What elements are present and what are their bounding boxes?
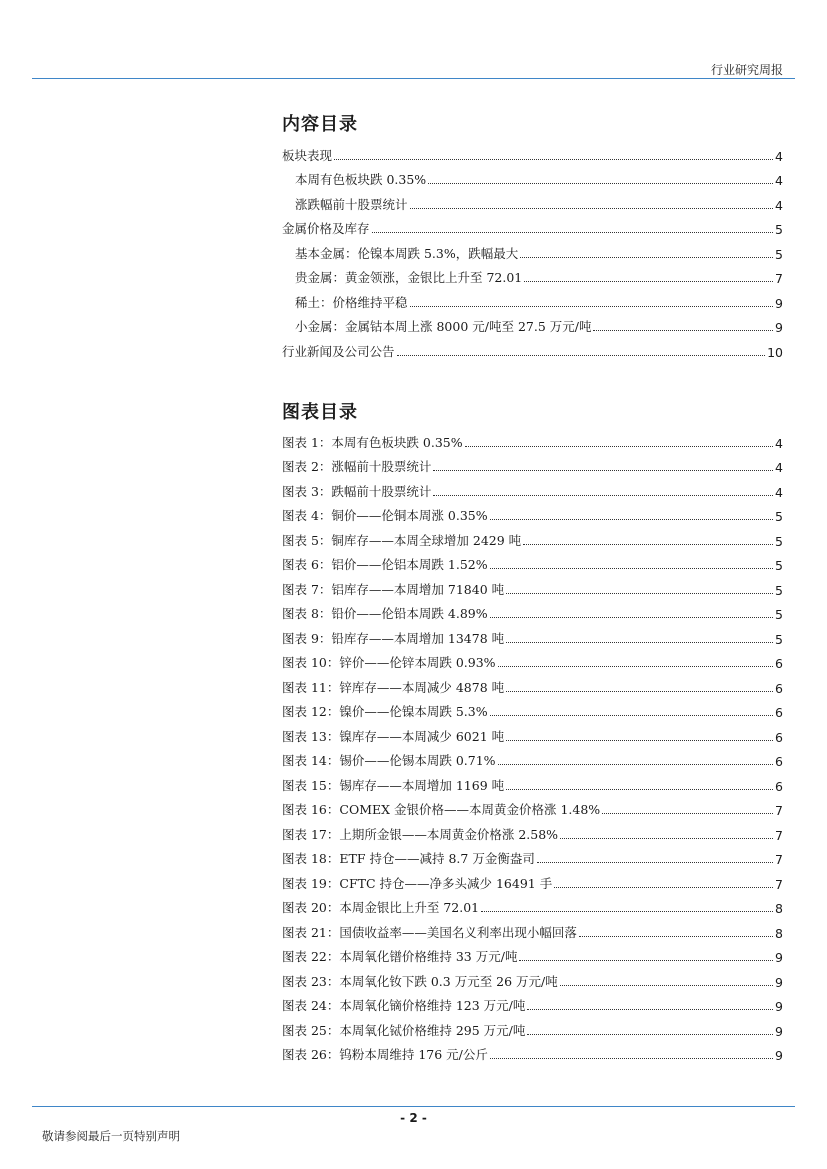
toc-entry-title[interactable]: 图表 19：CFTC 持仓——净多头减少 16491 手 — [282, 875, 553, 891]
toc-entry-title[interactable]: 图表 5：铜库存——本周全球增加 2429 吨 — [282, 532, 522, 548]
dot-leader — [506, 789, 773, 790]
figure-entry[interactable] — [282, 794, 783, 819]
figures-list — [282, 426, 783, 1063]
toc-page-number: 7 — [775, 803, 783, 818]
toc-entry-title[interactable]: 图表 21：国债收益率——美国名义利率出现小幅回落 — [282, 924, 577, 940]
toc-entry-title[interactable]: 图表 8：铅价——伦铅本周跌 4.89% — [282, 606, 488, 621]
dot-leader — [465, 446, 773, 447]
dot-leader — [579, 936, 773, 937]
dot-leader — [523, 544, 773, 545]
toc-page-number: 9 — [775, 1048, 783, 1063]
toc-page-number: 6 — [775, 705, 783, 720]
figure-entry[interactable] — [282, 573, 783, 598]
figure-entry[interactable] — [282, 1014, 783, 1039]
contents-entry[interactable] — [282, 286, 783, 311]
toc-page-number: 9 — [775, 950, 783, 965]
toc-entry-title[interactable]: 图表 9：铅库存——本周增加 13478 吨 — [282, 630, 505, 646]
toc-entry-title[interactable]: 板块表现 — [282, 147, 333, 163]
toc-entry-title[interactable]: 图表 3：跌幅前十股票统计 — [282, 483, 432, 499]
toc-page-number: 6 — [775, 656, 783, 671]
toc-entry-title[interactable]: 图表 24：本周氧化镝价格维持 123 万元/吨 — [282, 998, 526, 1013]
disclaimer-note: 敬请参阅最后一页特别声明 — [42, 1129, 180, 1143]
figure-entry[interactable] — [282, 892, 783, 917]
toc-entry-title[interactable]: 金属价格及库存 — [282, 221, 370, 236]
toc-page-number: 5 — [775, 222, 783, 237]
dot-leader — [433, 470, 773, 471]
figure-entry[interactable] — [282, 916, 783, 941]
toc-page-number: 10 — [767, 344, 783, 360]
toc-entry-title[interactable]: 图表 15：锡库存——本周增加 1169 吨 — [282, 777, 505, 793]
toc-page-number: 9 — [775, 320, 783, 335]
figure-entry[interactable] — [282, 818, 783, 843]
toc-entry-title[interactable]: 贵金属：黄金领涨，金银比上升至 72.01 — [295, 270, 523, 285]
toc-page-number: 4 — [775, 173, 783, 188]
contents-entry[interactable] — [282, 139, 783, 164]
dot-leader — [397, 355, 766, 356]
dot-leader — [524, 281, 773, 282]
dot-leader — [506, 593, 773, 594]
report-type-label: 行业研究周报 — [710, 63, 783, 77]
toc-page-number: 7 — [775, 852, 783, 867]
toc-page-number: 4 — [775, 197, 783, 213]
toc-entry-title[interactable]: 图表 17：上期所金银——本周黄金价格涨 2.58% — [282, 826, 559, 842]
figure-entry[interactable] — [282, 1039, 783, 1064]
dot-leader — [554, 887, 773, 888]
dot-leader — [560, 838, 773, 839]
toc-page-number: 9 — [775, 999, 783, 1014]
toc-page-number: 5 — [775, 509, 783, 524]
toc-entry-title[interactable]: 图表 20：本周金银比上升至 72.01 — [282, 900, 480, 915]
dot-leader — [537, 862, 773, 863]
toc-page-number: 9 — [775, 1023, 783, 1039]
figure-entry[interactable] — [282, 451, 783, 476]
toc-page-number: 5 — [775, 631, 783, 647]
toc-entry-title[interactable]: 稀土：价格维持平稳 — [295, 294, 408, 310]
toc-page-number: 5 — [775, 582, 783, 598]
figure-entry[interactable] — [282, 745, 783, 770]
toc-entry-title[interactable]: 图表 6：铝价——伦铝本周跌 1.52% — [282, 557, 488, 572]
figure-entry[interactable] — [282, 524, 783, 549]
toc-entry-title[interactable]: 图表 23：本周氧化钕下跌 0.3 万元至 26 万元/吨 — [282, 973, 558, 989]
toc-page-number: 5 — [775, 558, 783, 573]
toc-page-number: 5 — [775, 533, 783, 549]
figure-entry[interactable] — [282, 549, 783, 574]
contents-entry[interactable] — [282, 188, 783, 213]
toc-entry-title[interactable]: 图表 2：涨幅前十股票统计 — [282, 459, 432, 474]
figure-entry[interactable] — [282, 867, 783, 892]
toc-entry-title[interactable]: 图表 10：锌价——伦锌本周跌 0.93% — [282, 655, 496, 670]
dot-leader — [481, 911, 773, 912]
header-rule — [32, 78, 795, 79]
dot-leader — [506, 691, 773, 692]
contents-entry[interactable] — [282, 237, 783, 262]
figure-entry[interactable] — [282, 500, 783, 525]
contents-entry[interactable] — [282, 262, 783, 287]
dot-leader — [490, 1058, 773, 1059]
toc-page-number: 8 — [775, 901, 783, 916]
dot-leader — [433, 495, 773, 496]
toc-entry-title[interactable]: 图表 25：本周氧化铽价格维持 295 万元/吨 — [282, 1022, 526, 1038]
toc-page-number: 6 — [775, 680, 783, 696]
toc-page-number: 4 — [775, 484, 783, 500]
contents-entry[interactable] — [282, 335, 783, 360]
dot-leader — [527, 1009, 773, 1010]
toc-entry-title[interactable]: 图表 12：镍价——伦镍本周跌 5.3% — [282, 704, 488, 719]
page-number: - 2 - — [400, 1111, 427, 1125]
figure-entry[interactable] — [282, 475, 783, 500]
toc-page-number: 5 — [775, 607, 783, 622]
toc-page-number: 6 — [775, 729, 783, 745]
toc-page-number: 7 — [775, 271, 783, 286]
toc-entry-title[interactable]: 图表 16：COMEX 金银价格——本周黄金价格涨 1.48% — [282, 802, 601, 817]
toc-entry-title[interactable]: 基本金属：伦镍本周跌 5.3%，跌幅最大 — [295, 245, 519, 261]
dot-leader — [593, 330, 773, 331]
toc-entry-title[interactable]: 图表 4：铜价——伦铜本周涨 0.35% — [282, 508, 488, 523]
dot-leader — [490, 617, 773, 618]
dot-leader — [527, 1034, 773, 1035]
figure-entry[interactable] — [282, 696, 783, 721]
toc-page-number: 9 — [775, 974, 783, 990]
dot-leader — [506, 740, 773, 741]
dot-leader — [490, 715, 773, 716]
toc-entry-title[interactable]: 本周有色板块跌 0.35% — [295, 172, 427, 187]
figure-entry[interactable] — [282, 720, 783, 745]
dot-leader — [560, 985, 773, 986]
dot-leader — [372, 232, 774, 233]
toc-entry-title[interactable]: 图表 22：本周氧化镨价格维持 33 万元/吨 — [282, 949, 518, 964]
figure-entry[interactable] — [282, 990, 783, 1015]
figure-entry[interactable] — [282, 671, 783, 696]
footer-rule — [32, 1106, 795, 1107]
toc-entry-title[interactable]: 图表 14：锡价——伦锡本周跌 0.71% — [282, 753, 496, 768]
dot-leader — [490, 519, 773, 520]
toc-entry-title[interactable]: 图表 26：钨粉本周维持 176 元/公斤 — [282, 1047, 488, 1062]
toc-page-number: 6 — [775, 754, 783, 769]
dot-leader — [520, 257, 773, 258]
contents-entry[interactable] — [282, 311, 783, 336]
contents-entry[interactable] — [282, 164, 783, 189]
figure-entry[interactable] — [282, 622, 783, 647]
dot-leader — [519, 960, 773, 961]
toc-page-number: 7 — [775, 876, 783, 892]
figure-entry[interactable] — [282, 426, 783, 451]
toc-entry-title[interactable]: 图表 11：锌库存——本周减少 4878 吨 — [282, 679, 505, 695]
figure-entry[interactable] — [282, 769, 783, 794]
dot-leader — [506, 642, 773, 643]
dot-leader — [602, 813, 773, 814]
toc-page-number: 6 — [775, 778, 783, 794]
toc-page-number: 4 — [775, 460, 783, 475]
toc-entry-title[interactable]: 图表 13：镍库存——本周减少 6021 吨 — [282, 728, 505, 744]
toc-page-number: 8 — [775, 925, 783, 941]
dot-leader — [410, 208, 774, 209]
dot-leader — [334, 159, 773, 160]
contents-list — [282, 139, 783, 360]
figures-title: 图表目录 — [282, 402, 358, 423]
toc-entry-title[interactable]: 图表 18：ETF 持仓——减持 8.7 万金衡盎司 — [282, 851, 535, 866]
contents-title: 内容目录 — [282, 114, 358, 135]
toc-page-number: 4 — [775, 435, 783, 451]
dot-leader — [428, 183, 773, 184]
toc-page-number: 5 — [775, 246, 783, 262]
toc-entry-title[interactable]: 图表 1：本周有色板块跌 0.35% — [282, 434, 463, 450]
dot-leader — [498, 666, 773, 667]
contents-entry[interactable] — [282, 213, 783, 238]
dot-leader — [498, 764, 773, 765]
dot-leader — [490, 568, 773, 569]
figure-entry[interactable] — [282, 647, 783, 672]
toc-entry-title[interactable]: 图表 7：铝库存——本周增加 71840 吨 — [282, 581, 505, 597]
dot-leader — [410, 306, 774, 307]
figure-entry[interactable] — [282, 843, 783, 868]
toc-entry-title[interactable]: 行业新闻及公司公告 — [282, 343, 395, 359]
toc-entry-title[interactable]: 涨跌幅前十股票统计 — [295, 196, 408, 212]
figure-entry[interactable] — [282, 965, 783, 990]
toc-page-number: 9 — [775, 295, 783, 311]
toc-page-number: 4 — [775, 148, 783, 164]
toc-page-number: 7 — [775, 827, 783, 843]
figure-entry[interactable] — [282, 598, 783, 623]
figure-entry[interactable] — [282, 941, 783, 966]
toc-entry-title[interactable]: 小金属：金属钴本周上涨 8000 元/吨至 27.5 万元/吨 — [295, 319, 592, 334]
